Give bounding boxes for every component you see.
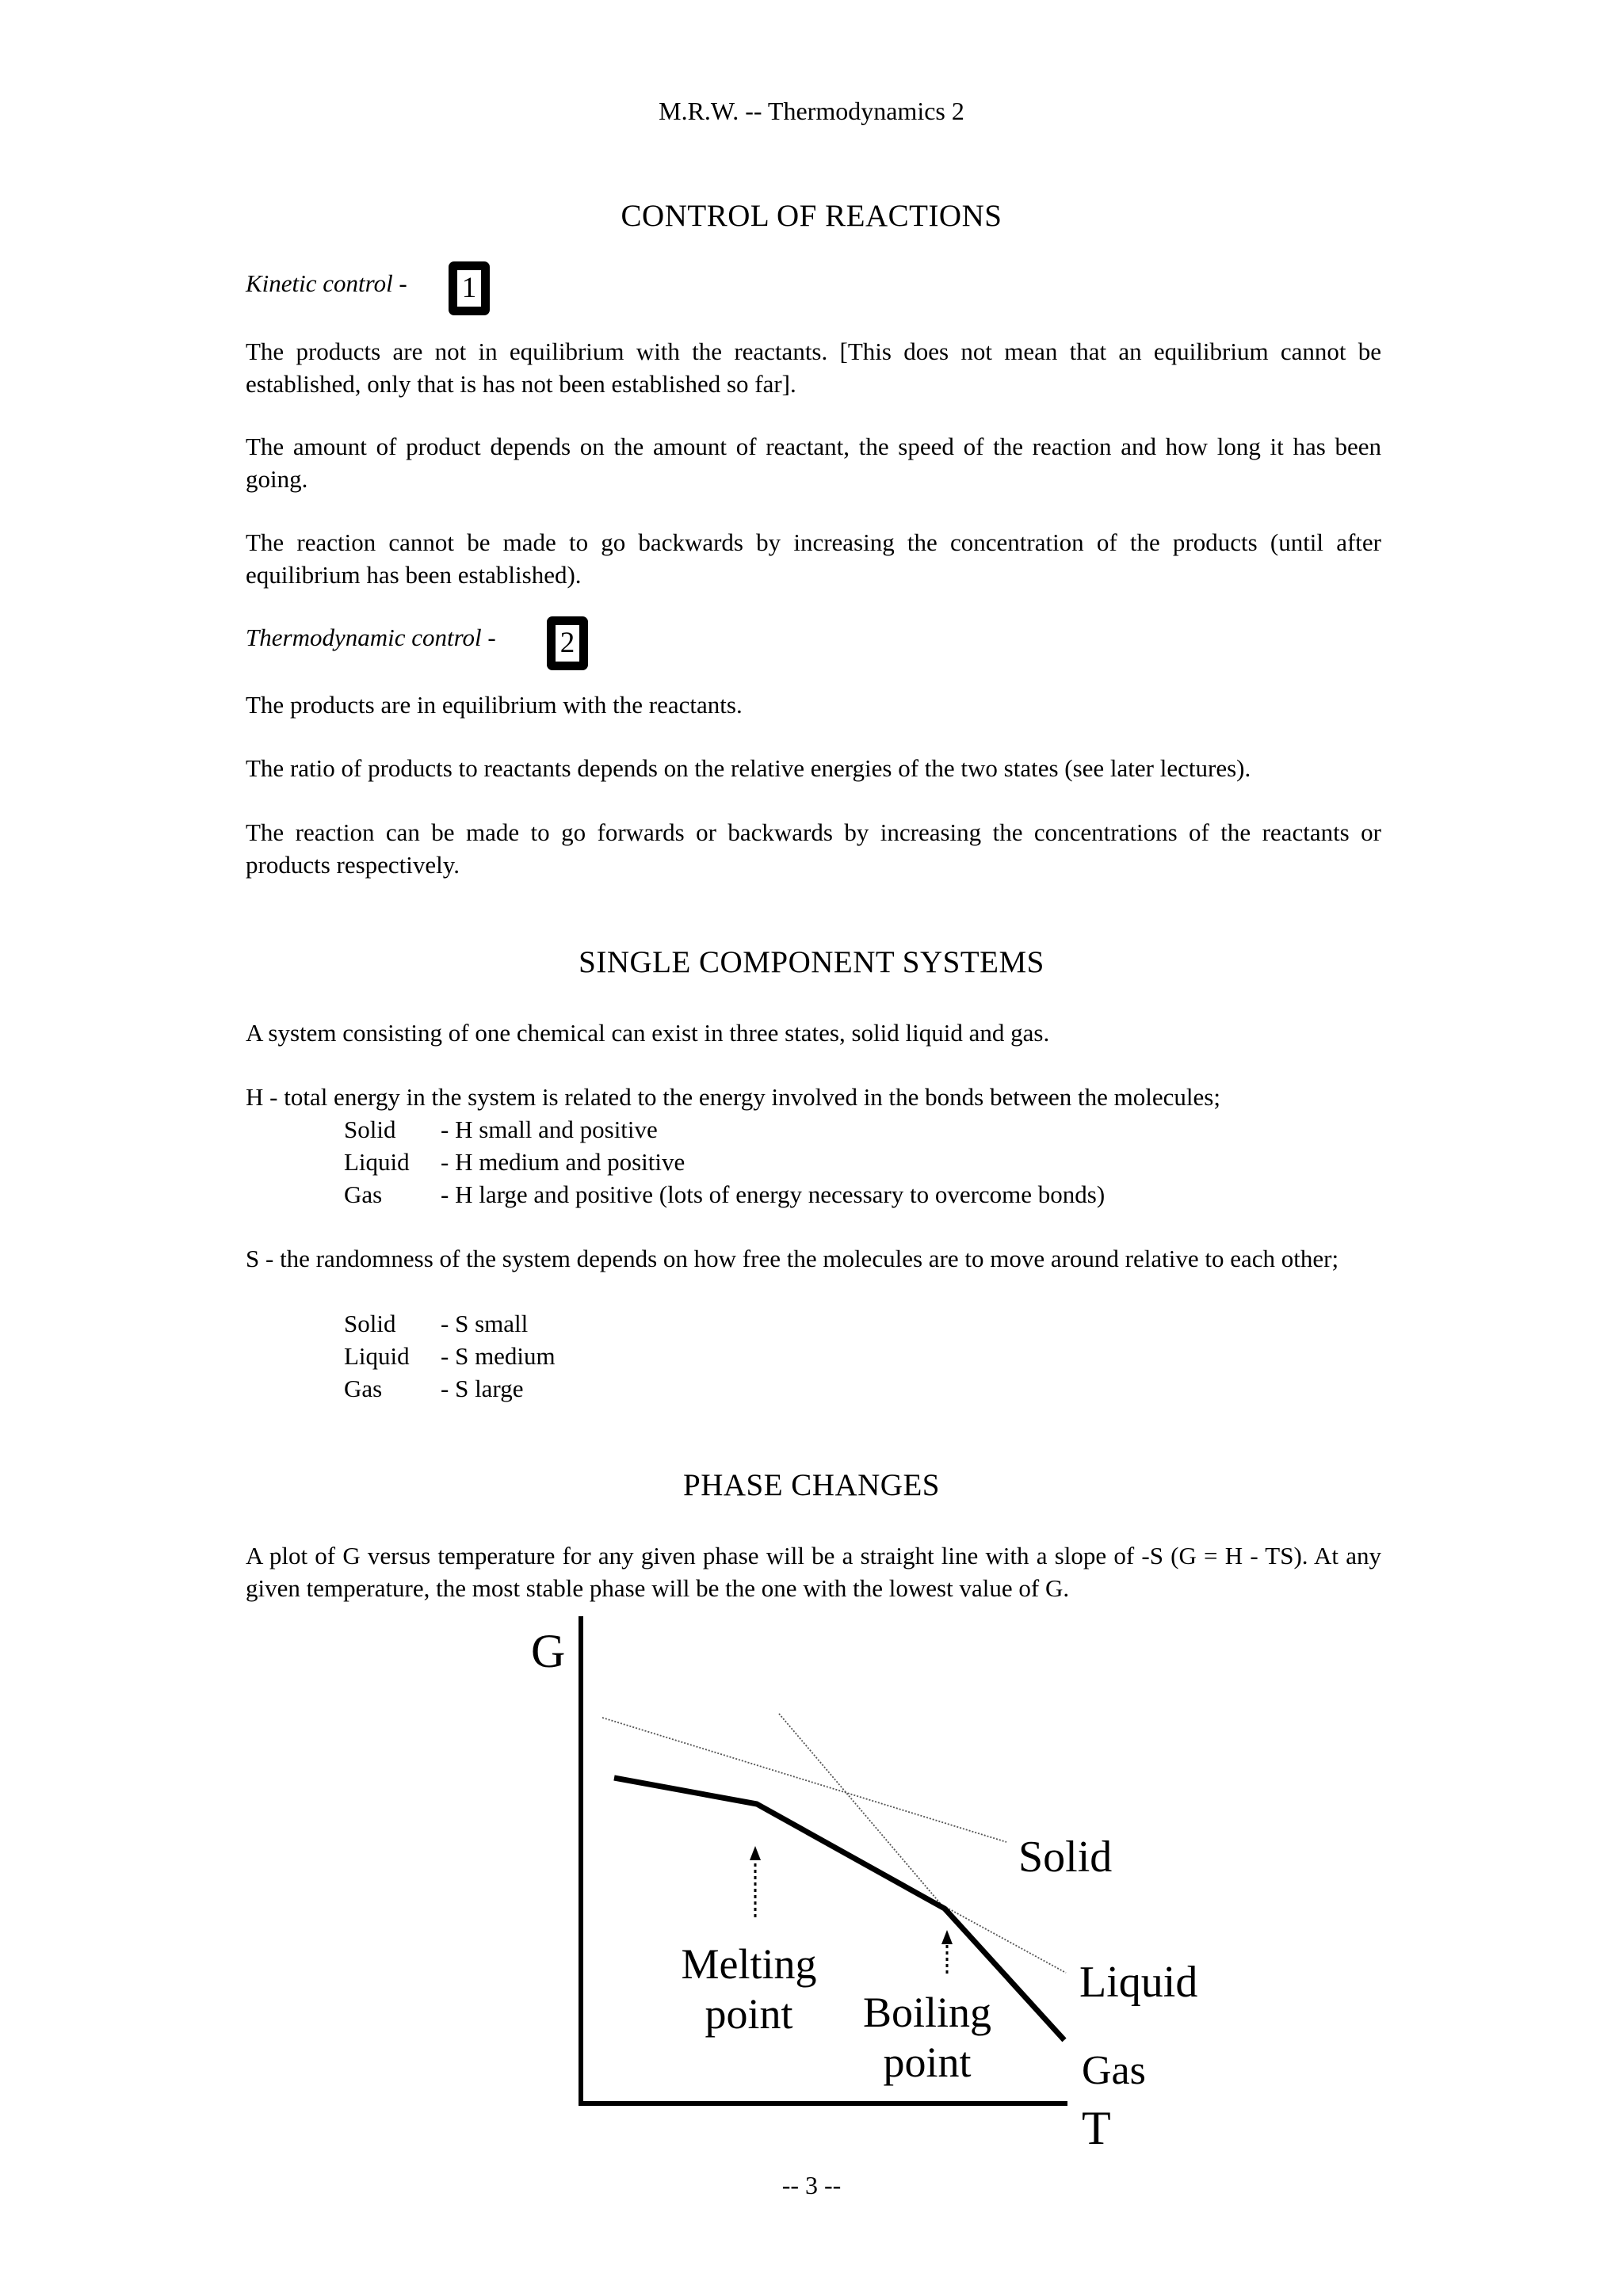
kinetic-paragraph: The products are not in equilibrium with the reactants. [This does not mean that an equilibrium cannot be established, only that is has not been established so far]. (246, 338, 1381, 398)
section-title-phase-changes: PHASE CHANGES (683, 1468, 940, 1502)
x-axis-label: T (1082, 2102, 1111, 2154)
phase-changes-intro: A plot of G versus temperature for any given phase will be a straight line with a slope of -S (G = H - TS). At any given temperature, the most stable phase will be the one with the lowest value of G. (246, 1542, 1381, 1602)
page-header: M.R.W. -- Thermodynamics 2 (659, 97, 964, 125)
section-title-single-component-systems: SINGLE COMPONENT SYSTEMS (579, 945, 1044, 979)
state-name: Solid (344, 1310, 396, 1337)
kinetic-control-label: Kinetic control - (246, 269, 407, 297)
state-description: - H large and positive (lots of energy necessary to overcome bonds) (441, 1180, 1106, 1208)
gas-label: Gas (1082, 2048, 1146, 2093)
stable-phase-curve (614, 1778, 1064, 2040)
thermo-paragraph: The products are in equilibrium with the reactants. (246, 691, 743, 719)
thermodynamic-control-label: Thermodynamic control - (246, 624, 496, 651)
state-description: - H small and positive (441, 1116, 658, 1143)
boiling-point-label-line2: point (883, 2039, 972, 2086)
thermo-paragraph: The reaction can be made to go forwards or backwards by increasing the concentrations of the reactants or products respectively. (246, 818, 1381, 879)
state-description: - H medium and positive (441, 1148, 685, 1176)
melting-point-label-line2: point (705, 1990, 793, 2038)
state-name: Gas (344, 1375, 383, 1402)
page-number: -- 3 -- (781, 2171, 842, 2199)
state-name: Solid (344, 1116, 396, 1143)
state-description: - S medium (441, 1342, 556, 1370)
state-description: - S small (441, 1310, 529, 1337)
section-title-control-of-reactions: CONTROL OF REACTIONS (621, 199, 1002, 233)
boiling-point-arrowhead (941, 1930, 953, 1944)
boiling-point-label-line1: Boiling (862, 1989, 992, 2036)
thermo-paragraph: The ratio of products to reactants depends on the relative energies of the two states (see later lectures). (246, 754, 1251, 782)
melting-point-label-line1: Melting (681, 1940, 817, 1988)
h-intro: H - total energy in the system is related to the energy involved in the bonds between the molecules; (246, 1083, 1220, 1111)
kinetic-control-box: 1 (449, 261, 490, 315)
kinetic-paragraph: The amount of product depends on the amount of reactant, the speed of the reaction and how long it has been going. (246, 433, 1381, 493)
state-name: Liquid (344, 1342, 410, 1370)
s-intro: S - the randomness of the system depends on how free the molecules are to move around relative to each other; (246, 1245, 1339, 1272)
thermodynamic-control-box: 2 (547, 616, 588, 670)
solid-phase-line (602, 1718, 1006, 1842)
kinetic-paragraph: The reaction cannot be made to go backwards by increasing the concentration of the products (until after equilibrium has been established). (246, 528, 1381, 589)
state-name: Gas (344, 1180, 383, 1208)
single-component-intro: A system consisting of one chemical can exist in three states, solid liquid and gas. (246, 1019, 1050, 1047)
liquid-label: Liquid (1079, 1958, 1198, 2007)
state-description: - S large (441, 1375, 524, 1402)
gas-phase-line (779, 1714, 945, 1909)
melting-point-arrowhead (750, 1846, 761, 1860)
state-name: Liquid (344, 1148, 410, 1176)
y-axis-label: G (531, 1625, 566, 1677)
solid-label: Solid (1018, 1833, 1113, 1882)
